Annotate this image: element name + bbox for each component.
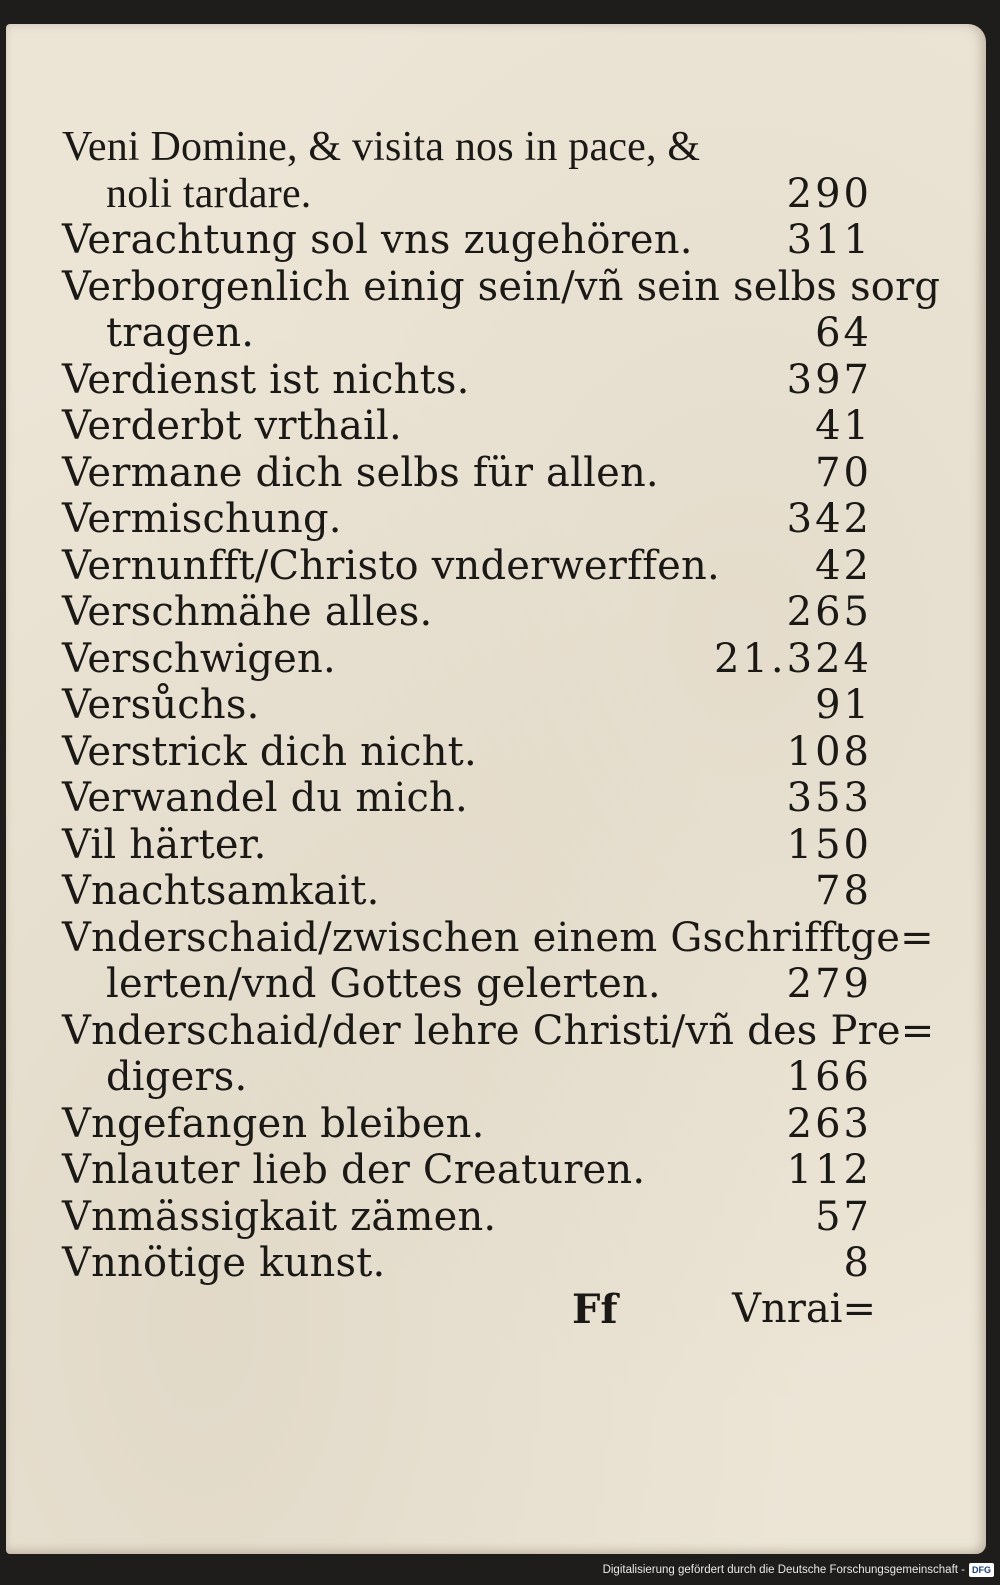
entry-page-number: 112 [786, 1147, 872, 1193]
entry-page-number: 290 [786, 170, 872, 217]
entry-text: Veni Domine, & visita nos in pace, & [62, 124, 701, 170]
index-entry [62, 636, 872, 683]
page-footer [566, 1286, 876, 1336]
index-entry [62, 496, 872, 543]
entry-text: Verborgenlich einig sein/vñ sein selbs sorg [62, 263, 941, 310]
entry-page-number: 265 [786, 589, 872, 635]
index-entry [62, 1147, 872, 1194]
entry-text: Vil härter. [62, 821, 267, 868]
index-entry [62, 450, 872, 497]
entry-text: Verschwigen. [62, 635, 336, 682]
entry-text: Vngefangen bleiben. [62, 1100, 485, 1147]
entry-text: Vnlauter lieb der Creaturen. [62, 1147, 646, 1193]
entry-text: Vernunfft/Christo vnderwerffen. [62, 542, 720, 589]
entry-page-number: 263 [786, 1100, 872, 1147]
index-entry [62, 543, 872, 590]
entry-text: Verschmähe alles. [62, 589, 433, 635]
entry-page-number: 78 [815, 868, 872, 914]
index-entry [62, 914, 934, 962]
entry-text: Vermane dich selbs für allen. [62, 449, 659, 496]
entry-text: Vermischung. [62, 496, 342, 542]
entry-text: noli tardare. [106, 170, 312, 217]
entry-page-number: 57 [815, 1193, 872, 1240]
catchword: Vnrai= [732, 1286, 876, 1332]
index-entry [62, 124, 872, 171]
entry-page-number: 353 [786, 775, 872, 821]
index-entry [62, 775, 872, 822]
entry-text: tragen. [106, 310, 255, 356]
entry-page-number: 21.324 [714, 635, 872, 682]
entry-text: Verdienst ist nichts. [62, 356, 470, 403]
index-entry-continuation [62, 1054, 872, 1101]
book-page [6, 24, 986, 1554]
index-entry [62, 589, 872, 636]
digitization-credit [603, 1561, 994, 1579]
entry-page-number: 91 [815, 682, 872, 728]
entry-text: Vnachtsamkait. [62, 868, 380, 914]
entry-page-number: 108 [786, 728, 872, 775]
entry-text: Verwandel du mich. [62, 775, 468, 821]
entry-text: Verachtung sol vns zugehören. [62, 217, 693, 263]
entry-text: Vnmässigkait zämen. [62, 1193, 497, 1240]
entry-text: Vnderschaid/der lehre Christi/vñ des Pre= [62, 1007, 935, 1054]
entry-page-number: 64 [815, 310, 872, 356]
entry-page-number: 279 [786, 961, 872, 1007]
index-entry [62, 1007, 935, 1055]
index-entry [62, 217, 872, 264]
entry-text: Verstrick dich nicht. [62, 728, 477, 775]
index-entry [62, 868, 872, 915]
index-entry [62, 357, 872, 404]
index-entry-continuation [62, 961, 872, 1008]
index-entry [62, 1240, 872, 1287]
index-entry [62, 729, 872, 776]
dfg-logo: DFG [969, 1563, 994, 1577]
entry-text: Verderbt vrthail. [62, 403, 402, 449]
index-entry-continuation [62, 171, 872, 218]
entry-page-number: 42 [815, 542, 872, 589]
index-entries [62, 124, 941, 1287]
entry-page-number: 8 [843, 1240, 872, 1286]
signature-mark: Ff [572, 1286, 618, 1333]
index-entry [62, 822, 872, 869]
entry-page-number: 166 [786, 1054, 872, 1100]
index-entry-continuation [62, 310, 872, 357]
index-entry [62, 263, 941, 311]
entry-text: Vnderschaid/zwischen einem Gschrifftge= [62, 914, 934, 961]
index-entry [62, 1194, 872, 1241]
entry-page-number: 41 [815, 403, 872, 449]
entry-page-number: 342 [786, 496, 872, 542]
entry-page-number: 70 [815, 449, 872, 496]
entry-page-number: 397 [786, 356, 872, 403]
index-entry [62, 1101, 872, 1148]
entry-text: lerten/vnd Gottes gelerten. [106, 961, 661, 1007]
entry-text: Vnnötige kunst. [62, 1240, 386, 1286]
entry-text: Versůchs. [62, 682, 260, 728]
entry-page-number: 311 [786, 217, 872, 263]
index-entry [62, 682, 872, 729]
index-entry [62, 403, 872, 450]
credit-text: Digitalisierung gefördert durch die Deutsche Forschungsgemeinschaft - [602, 1564, 965, 1576]
entry-text: digers. [106, 1054, 248, 1100]
entry-page-number: 150 [786, 821, 872, 868]
